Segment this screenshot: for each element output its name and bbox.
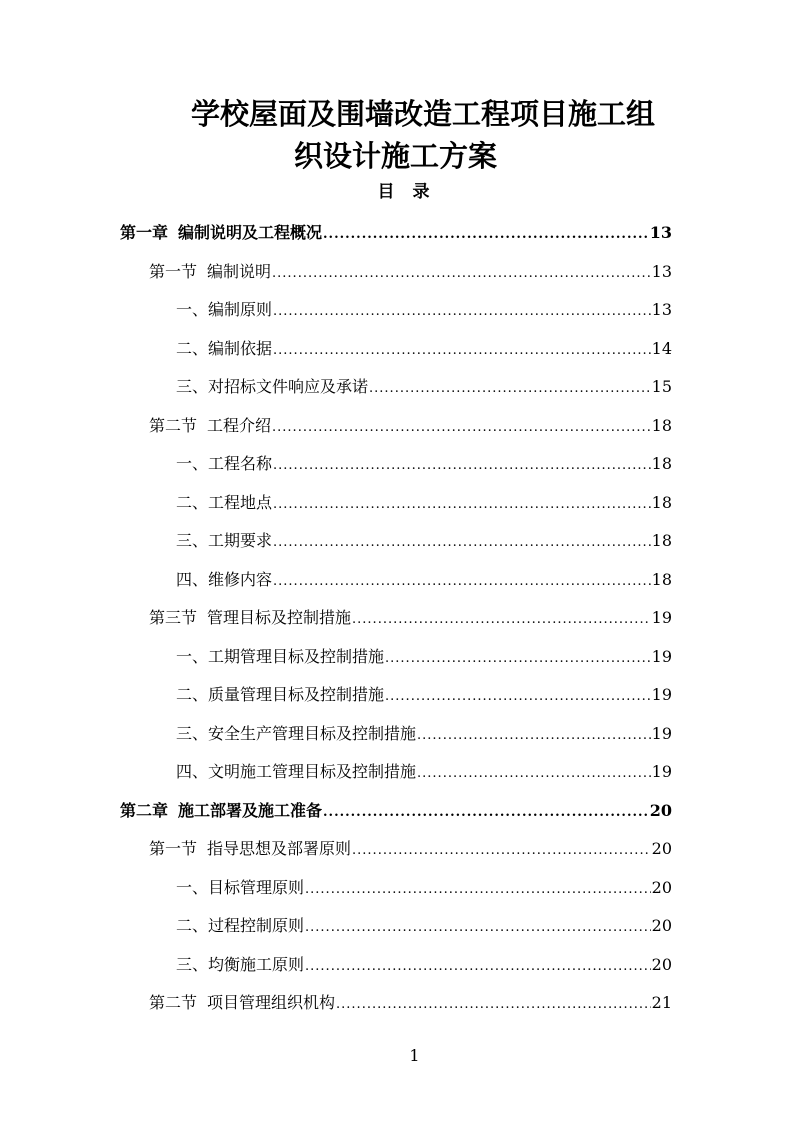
toc-entry-title: 对招标文件响应及承诺: [208, 377, 369, 396]
toc-leader-dots: [272, 260, 651, 284]
toc-leader-dots: [336, 991, 651, 1015]
toc-entry-label: [176, 493, 272, 513]
toc-entry-label: [149, 416, 271, 436]
toc-leader-dots: [273, 529, 651, 553]
toc-entry-page: 18: [651, 454, 672, 473]
toc-entry-title: 目标管理原则: [208, 877, 305, 897]
toc-entry-number: 二、: [176, 338, 209, 358]
toc-entry-number: 一、: [176, 646, 209, 666]
toc-entry-page: 18: [651, 531, 672, 550]
toc-entry-title: 工程介绍: [207, 415, 272, 435]
toc-leader-dots: [417, 722, 651, 746]
toc-entry-page: 19: [651, 608, 672, 627]
document-title-line-1: 学校屋面及围墙改造工程项目施工组: [191, 97, 656, 131]
toc-entry-page: 18: [651, 415, 672, 435]
toc-entry-label: [176, 762, 416, 782]
toc-entry-number: 第二节: [149, 415, 198, 435]
toc-entry-label: [176, 454, 272, 474]
toc-entry-number: 四、: [176, 762, 209, 781]
toc-entry-title: 工程名称: [208, 454, 273, 473]
toc-leader-dots: [305, 914, 651, 938]
toc-entry-page: 13: [649, 223, 672, 242]
toc-entry-title: 编制说明: [207, 261, 272, 281]
toc-entry-number: 二、: [176, 685, 209, 704]
toc-entry-title: 过程控制原则: [208, 916, 305, 935]
toc-entry-page: 19: [651, 723, 672, 743]
toc-entry-title: 工程地点: [208, 492, 273, 512]
toc-entry-label: [176, 685, 384, 705]
toc-entry-label: [149, 608, 351, 628]
toc-entry-title: 均衡施工原则: [208, 954, 305, 974]
toc-entry-page: 19: [651, 762, 672, 781]
toc-entry-number: 二、: [176, 492, 209, 512]
toc-entry-title: 编制原则: [208, 300, 273, 319]
toc-entry-number: 第一节: [149, 839, 198, 858]
toc-entry-page: 20: [651, 916, 672, 935]
toc-entry-number: 第三节: [149, 608, 198, 627]
toc-entry[interactable]: [176, 484, 672, 522]
toc-entry-label: [149, 993, 335, 1013]
toc-entry-label: [176, 916, 304, 936]
toc-entry-number: 四、: [176, 569, 209, 589]
toc-entry[interactable]: [149, 830, 672, 868]
toc-leader-dots: [273, 298, 651, 322]
toc-leader-dots: [305, 953, 651, 977]
toc-entry[interactable]: [120, 792, 672, 830]
toc-entry-page: 19: [651, 685, 672, 704]
toc-entry-title: 施工部署及施工准备: [178, 800, 323, 820]
toc-entry[interactable]: [176, 676, 672, 714]
toc-entry[interactable]: [176, 753, 672, 791]
toc-entry-label: [176, 647, 384, 667]
toc-entry-page: 13: [651, 261, 672, 281]
toc-entry-number: 二、: [176, 916, 209, 935]
toc-entry-title: 维修内容: [208, 569, 273, 589]
toc-entry-label: [120, 801, 322, 821]
toc-entry-number: 三、: [176, 531, 209, 550]
toc-entry-page: 18: [651, 569, 672, 589]
toc-entry-label: [120, 223, 322, 243]
toc-leader-dots: [385, 645, 651, 669]
toc-entry-number: 三、: [176, 723, 209, 743]
toc-entry-label: [176, 724, 416, 744]
toc-leader-dots: [417, 760, 651, 784]
toc-entry-title: 文明施工管理目标及控制措施: [208, 762, 417, 781]
toc-entry-label: [176, 955, 304, 975]
toc-entry-page: 20: [651, 954, 672, 974]
toc-entry-label: [176, 300, 272, 320]
toc-entry-number: 三、: [176, 954, 209, 974]
toc-entry-label: [176, 570, 272, 590]
toc-entry-label: [149, 262, 271, 282]
toc-entry-label: [149, 839, 351, 859]
toc-entry-number: 第一节: [149, 261, 198, 281]
toc-entry-page: 20: [651, 877, 672, 897]
toc-entry-page: 19: [651, 646, 672, 666]
toc-entry-page: 21: [651, 993, 672, 1012]
toc-entry-label: [176, 878, 304, 898]
toc-leader-dots: [385, 683, 651, 707]
toc-entry-page: 18: [651, 492, 672, 512]
toc-entry-number: 三、: [176, 377, 209, 396]
toc-entry[interactable]: [149, 984, 672, 1022]
toc-entry[interactable]: [176, 946, 672, 984]
toc-entry-title: 项目管理组织机构: [207, 993, 336, 1012]
toc-entry-page: 20: [649, 800, 672, 820]
toc-entry-title: 指导思想及部署原则: [207, 839, 352, 858]
toc-leader-dots: [369, 375, 651, 399]
toc-entry-number: 第二节: [149, 993, 198, 1012]
toc-entry-title: 安全生产管理目标及控制措施: [208, 723, 417, 743]
toc-leader-dots: [273, 491, 651, 515]
toc-entry-number: 第二章: [120, 800, 169, 820]
toc-leader-dots: [273, 568, 651, 592]
toc-entry[interactable]: [176, 869, 672, 907]
toc-entry[interactable]: [176, 907, 672, 945]
toc-leader-dots: [352, 837, 651, 861]
toc-leader-dots: [352, 606, 651, 630]
toc-leader-dots: [273, 337, 651, 361]
toc-entry-title: 管理目标及控制措施: [207, 608, 352, 627]
toc-entry-label: [176, 377, 368, 397]
toc-entry-number: 第一章: [120, 223, 169, 242]
toc-entry[interactable]: [149, 407, 672, 445]
toc-entry-title: 编制依据: [208, 338, 273, 358]
toc-entry-title: 工期要求: [208, 531, 273, 550]
toc-entry-number: 一、: [176, 300, 209, 319]
toc-entry-title: 编制说明及工程概况: [178, 223, 323, 242]
toc-entry[interactable]: [176, 638, 672, 676]
toc-leader-dots: [323, 221, 649, 245]
toc-leader-dots: [273, 452, 651, 476]
toc-entry-page: 13: [651, 300, 672, 319]
toc-entry[interactable]: [176, 445, 672, 483]
toc-entry-label: [176, 531, 272, 551]
toc-entry[interactable]: [149, 253, 672, 291]
toc-entry[interactable]: [120, 214, 672, 252]
document-title-line-2: 织设计施工方案: [294, 139, 498, 173]
toc-entry-title: 质量管理目标及控制措施: [208, 685, 385, 704]
toc-entry[interactable]: [176, 368, 672, 406]
toc-heading: 目 录: [377, 182, 436, 202]
toc-entry-number: 一、: [176, 877, 209, 897]
toc-entry[interactable]: [176, 291, 672, 329]
toc-entry[interactable]: [176, 561, 672, 599]
toc-entry-page: 20: [651, 839, 672, 858]
toc-leader-dots: [272, 414, 651, 438]
toc-entry[interactable]: [149, 599, 672, 637]
toc-entry-title: 工期管理目标及控制措施: [208, 646, 385, 666]
toc-entry-label: [176, 339, 272, 359]
toc-entry[interactable]: [176, 522, 672, 560]
toc-leader-dots: [323, 799, 649, 823]
toc-entry-page: 15: [651, 377, 672, 396]
toc-entry-number: 一、: [176, 454, 209, 473]
toc-leader-dots: [305, 876, 651, 900]
toc-entry-page: 14: [651, 338, 672, 358]
page-number: 1: [409, 1046, 420, 1065]
toc-entry[interactable]: [176, 715, 672, 753]
toc-entry[interactable]: [176, 330, 672, 368]
